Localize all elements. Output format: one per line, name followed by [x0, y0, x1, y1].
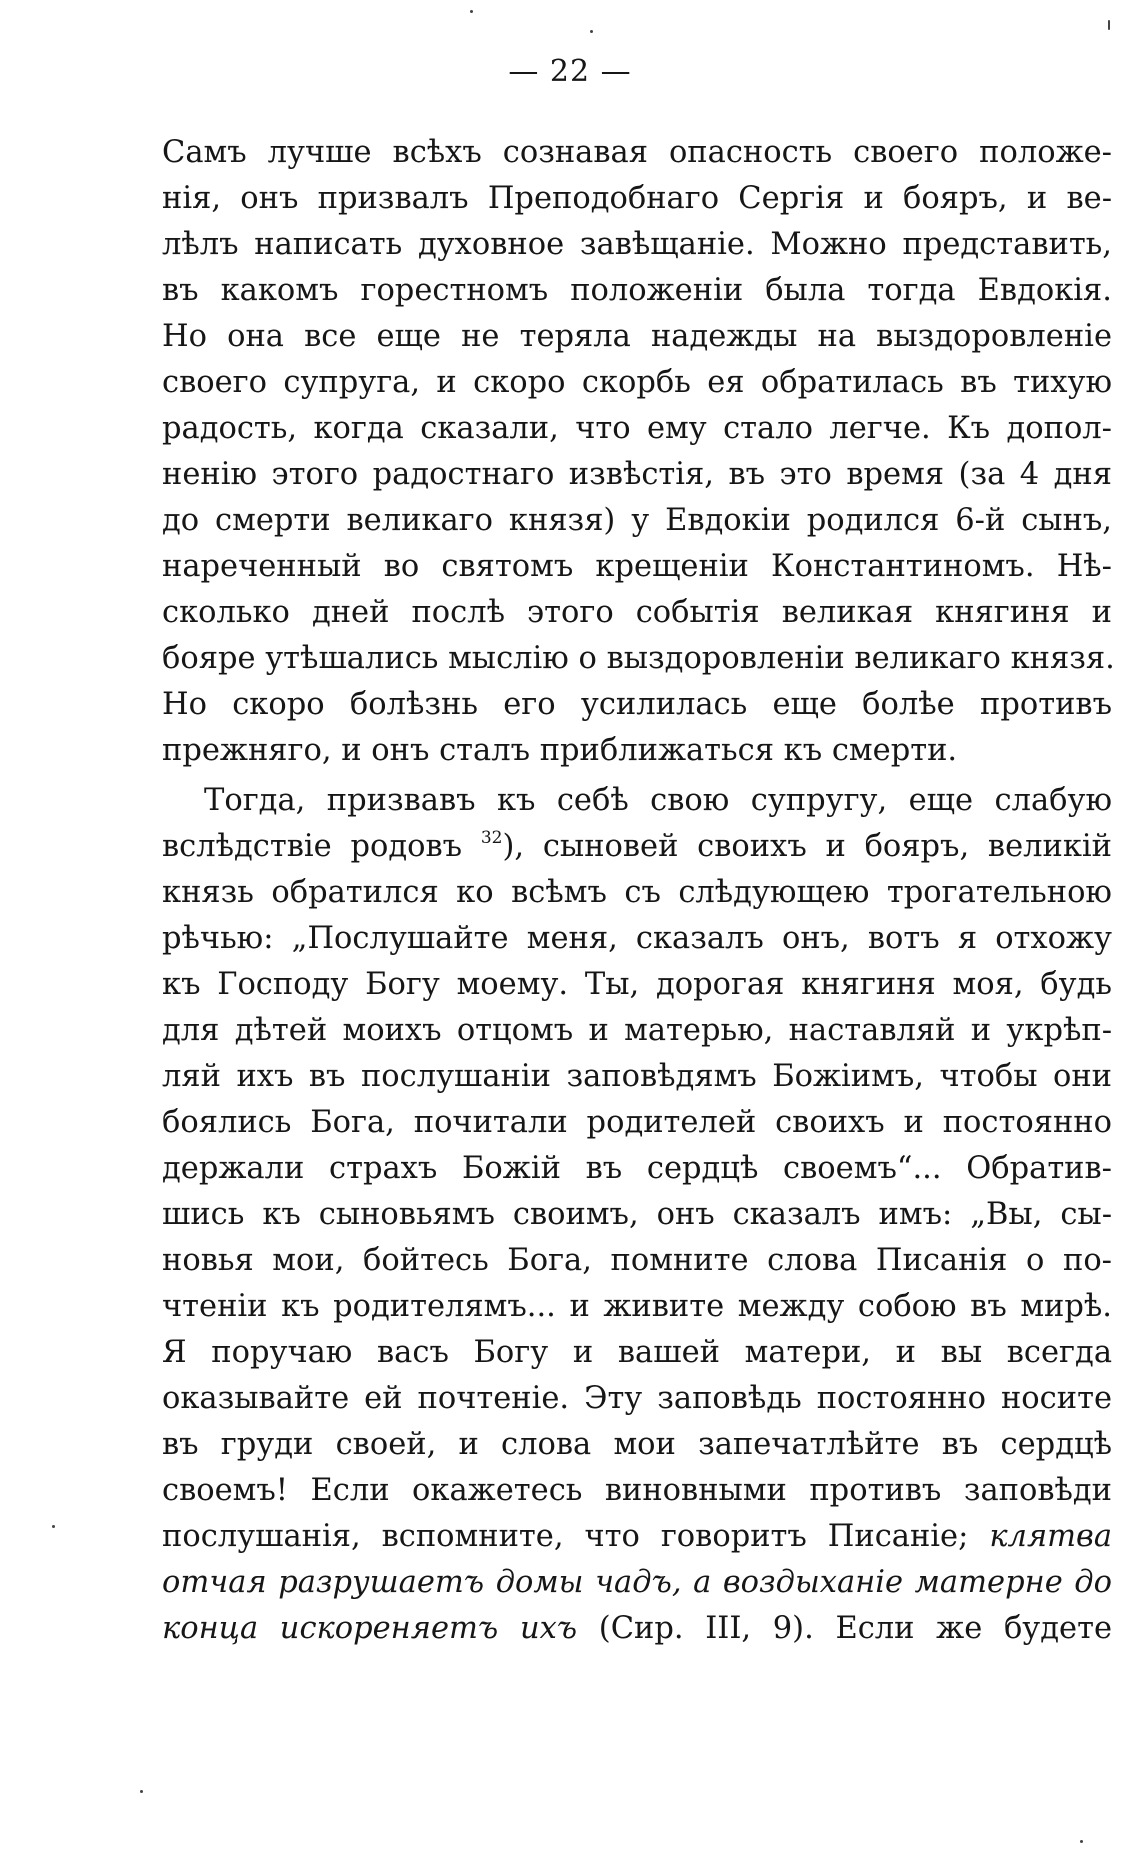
text-line: рѣчью: „Послушайте меня, сказалъ онъ, вотъ я отхожу	[162, 921, 1112, 956]
print-speck	[1108, 20, 1110, 30]
page-number: — 22 —	[508, 54, 632, 89]
text-line: Но она все еще не теряла надежды на выздоровленіе	[162, 319, 1112, 354]
text-line: до смерти великаго князя) у Евдокіи родился 6-й сынъ,	[162, 503, 1112, 538]
paragraph-start-line: Тогда, призвавъ къ себѣ свою супругу, еще слабую	[204, 783, 1112, 818]
print-speck	[1080, 1840, 1083, 1843]
text-line-with-footnote	[162, 824, 1112, 870]
text-line: Самъ лучше всѣхъ сознавая опасность своего положе-	[162, 135, 1112, 170]
text-line: въ груди своей, и слова мои запечатлѣйте въ сердцѣ	[162, 1427, 1112, 1462]
text-line: новья мои, бойтесь Бога, помните слова Писанія о по-	[162, 1243, 1112, 1278]
text-line: своемъ! Если окажетесь виновными противъ заповѣди	[162, 1473, 1112, 1508]
text-line: прежняго, и онъ сталъ приближаться къ смерти.	[162, 733, 958, 768]
text-line-with-quotation	[162, 1606, 1112, 1652]
text-line: къ Господу Богу моему. Ты, дорогая княгиня моя, будь	[162, 967, 1112, 1002]
text-line: ненію этого радостнаго извѣстія, въ это время (за 4 дня	[162, 457, 1112, 492]
body-text	[162, 130, 1115, 1652]
text-line: боялись Бога, почитали родителей своихъ и постоянно	[162, 1105, 1112, 1140]
print-speck	[590, 30, 593, 33]
print-speck	[52, 1525, 55, 1528]
text-line: нія, онъ призвалъ Преподобнаго Сергія и бояръ, и ве-	[162, 181, 1112, 216]
text-fragment: ), сыновей своихъ и бояръ, великій	[502, 829, 1112, 864]
text-line: ляй ихъ въ послушаніи заповѣдямъ Божіимъ, чтобы они	[162, 1059, 1112, 1094]
text-line: сколько дней послѣ этого событія великая княгиня и	[162, 595, 1112, 630]
text-fragment: послушанія, вспомните, что говоритъ Писаніе;	[162, 1519, 990, 1554]
text-line: держали страхъ Божій въ сердцѣ своемъ“... Обратив-	[162, 1151, 1112, 1186]
text-line: шись къ сыновьямъ своимъ, онъ сказалъ имъ: „Вы, сы-	[162, 1197, 1112, 1232]
text-line: бояре утѣшались мыслію о выздоровленіи великаго князя.	[162, 641, 1115, 676]
quotation-italic-line: отчая разрушаетъ домы чадъ, а воздыханіе матерне до	[162, 1565, 1112, 1600]
print-speck	[470, 10, 473, 13]
text-line: Я поручаю васъ Богу и вашей матери, и вы всегда	[162, 1335, 1112, 1370]
text-line: для дѣтей моихъ отцомъ и матерью, наставляй и укрѣп-	[162, 1013, 1112, 1048]
text-line: радость, когда сказали, что ему стало легче. Къ допол-	[162, 411, 1112, 446]
text-line: лѣлъ написать духовное завѣщаніе. Можно представить,	[162, 227, 1112, 262]
print-speck	[140, 1790, 143, 1793]
text-line: чтеніи къ родителямъ... и живите между собою въ мирѣ.	[162, 1289, 1112, 1324]
text-fragment: вслѣдствіе родовъ	[162, 829, 481, 864]
text-line: своего супруга, и скоро скорбь ея обратилась въ тихую	[162, 365, 1112, 400]
text-line: князь обратился ко всѣмъ съ слѣдующею трогательною	[162, 875, 1112, 910]
quotation-italic: конца искореняетъ ихъ	[162, 1611, 578, 1646]
quotation-italic: клятва	[989, 1519, 1112, 1554]
text-fragment: (Сир. III, 9). Если же будете	[577, 1611, 1113, 1646]
footnote-marker: 32	[480, 828, 503, 848]
text-line: оказывайте ей почтеніе. Эту заповѣдь постоянно носите	[162, 1381, 1112, 1416]
text-line-with-quotation	[162, 1514, 1112, 1560]
text-line: Но скоро болѣзнь его усилилась еще болѣе противъ	[162, 687, 1112, 722]
text-line: нареченный во святомъ крещеніи Константиномъ. Нѣ-	[162, 549, 1112, 584]
text-line: въ какомъ горестномъ положеніи была тогда Евдокія.	[162, 273, 1112, 308]
